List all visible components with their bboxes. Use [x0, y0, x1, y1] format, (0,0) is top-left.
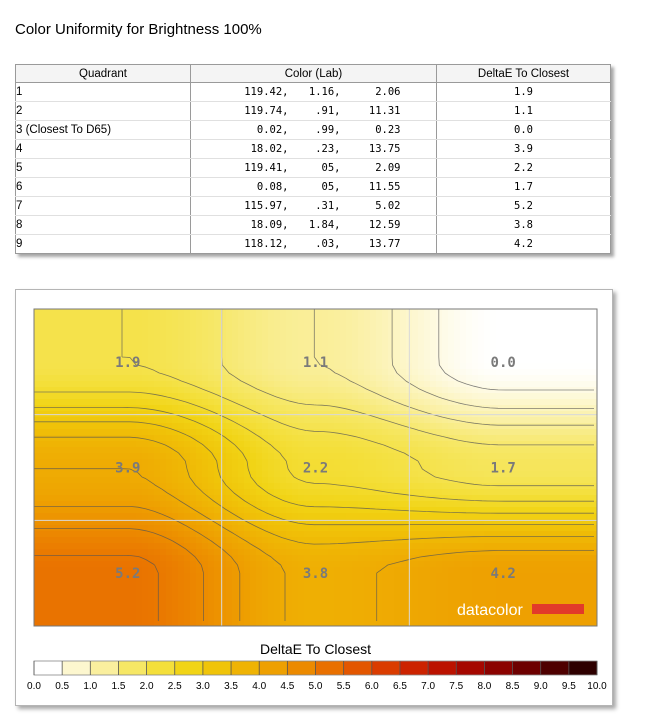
colorbar-tick-label: 8.0 — [477, 681, 492, 692]
colorbar-tick-label: 7.5 — [449, 681, 464, 692]
colorbar-segment — [428, 661, 456, 675]
lab-l-value: 119.41, — [244, 162, 289, 174]
table-row — [16, 140, 611, 159]
lab-a-value: 05, — [321, 162, 341, 174]
uniformity-heatmap — [16, 290, 612, 705]
deltae-cell: 3.8 — [437, 216, 611, 235]
cell-value-label: 3.9 — [115, 460, 141, 477]
colorbar-segment — [400, 661, 428, 675]
cell-value-label: 0.0 — [490, 354, 516, 371]
colorbar-tick-label: 1.5 — [111, 681, 126, 692]
table-row — [16, 197, 611, 216]
datacolor-watermark: datacolor — [457, 602, 523, 619]
colorbar-tick-label: 2.5 — [167, 681, 182, 692]
deltae-cell: 1.7 — [437, 178, 611, 197]
deltae-cell: 1.9 — [437, 83, 611, 102]
lab-cell — [191, 216, 437, 235]
colorbar-tick-label: 1.0 — [83, 681, 98, 692]
colorbar-segment — [118, 661, 146, 675]
colorbar-tick-label: 6.5 — [392, 681, 407, 692]
lab-a-value: .99, — [315, 124, 341, 136]
table-row — [16, 216, 611, 235]
lab-l-value: 0.02, — [256, 124, 289, 136]
colorbar-tick-label: 6.0 — [364, 681, 379, 692]
table-row — [16, 159, 611, 178]
quadrant-cell: 4 — [16, 140, 191, 159]
header-color-lab: Color (Lab) — [191, 65, 437, 83]
deltae-cell: 4.2 — [437, 235, 611, 254]
colorbar-tick-label: 3.5 — [224, 681, 239, 692]
header-quadrant: Quadrant — [16, 65, 191, 83]
colorbar-segment — [541, 661, 569, 675]
table-row — [16, 83, 611, 102]
lab-a-value: .31, — [315, 200, 341, 212]
colorbar-tick-label: 4.5 — [280, 681, 295, 692]
colorbar-tick-label: 3.0 — [195, 681, 210, 692]
lab-a-value: .03, — [315, 238, 341, 250]
lab-b-value: 12.59 — [368, 219, 401, 231]
colorbar-segment — [62, 661, 90, 675]
colorbar-tick-label: 0.5 — [55, 681, 70, 692]
deltae-cell: 5.2 — [437, 197, 611, 216]
colorbar-tick-label: 5.0 — [308, 681, 323, 692]
lab-l-value: 0.08, — [256, 181, 289, 193]
deltae-cell: 0.0 — [437, 121, 611, 140]
colorbar-segment — [259, 661, 287, 675]
lab-cell — [191, 121, 437, 140]
lab-a-value: .91, — [315, 105, 341, 117]
watermark-bar — [532, 604, 584, 614]
lab-b-value: 11.55 — [368, 181, 401, 193]
quadrant-cell: 3 (Closest To D65) — [16, 121, 191, 140]
lab-l-value: 115.97, — [244, 200, 289, 212]
colorbar-segment — [513, 661, 541, 675]
colorbar-segment — [344, 661, 372, 675]
lab-cell — [191, 159, 437, 178]
lab-b-value: 0.23 — [375, 124, 401, 136]
cell-value-label: 1.1 — [302, 354, 329, 371]
lab-a-value: 1.84, — [308, 219, 341, 231]
lab-a-value: 1.16, — [308, 86, 341, 98]
quadrant-cell: 5 — [16, 159, 191, 178]
colorbar-tick-label: 2.0 — [139, 681, 154, 692]
colorbar-segment — [147, 661, 175, 675]
colorbar-tick-label: 4.0 — [252, 681, 267, 692]
table-header-row — [16, 65, 611, 83]
lab-l-value: 119.42, — [244, 86, 289, 98]
lab-cell — [191, 235, 437, 254]
lab-b-value: 2.09 — [375, 162, 401, 174]
uniformity-heatmap-panel — [15, 289, 613, 706]
colorbar-segment — [316, 661, 344, 675]
colorbar-tick-label: 10.0 — [587, 681, 607, 692]
lab-cell — [191, 178, 437, 197]
colorbar-segment — [90, 661, 118, 675]
lab-l-value: 119.74, — [244, 105, 289, 117]
lab-a-value: .23, — [315, 143, 341, 155]
deltae-cell: 2.2 — [437, 159, 611, 178]
lab-b-value: 13.77 — [368, 238, 401, 250]
quadrant-cell: 6 — [16, 178, 191, 197]
lab-cell — [191, 140, 437, 159]
cell-value-label: 2.2 — [302, 460, 329, 477]
table-row — [16, 121, 611, 140]
quadrant-cell: 8 — [16, 216, 191, 235]
color-lab-table — [15, 64, 611, 254]
deltae-cell: 3.9 — [437, 140, 611, 159]
colorbar-segment — [34, 661, 62, 675]
page-title: Color Uniformity for Brightness 100% — [15, 21, 262, 38]
quadrant-cell: 7 — [16, 197, 191, 216]
lab-cell — [191, 102, 437, 121]
colorbar-tick-label: 5.5 — [336, 681, 351, 692]
lab-a-value: 05, — [321, 181, 341, 193]
table-row — [16, 235, 611, 254]
quadrant-cell: 2 — [16, 102, 191, 121]
lab-b-value: 5.02 — [375, 200, 401, 212]
lab-b-value: 11.31 — [368, 105, 401, 117]
colorbar-segment — [456, 661, 484, 675]
lab-l-value: 18.09, — [250, 219, 289, 231]
cell-value-label: 1.9 — [115, 354, 141, 371]
colorbar-segment — [231, 661, 259, 675]
lab-cell — [191, 197, 437, 216]
deltae-cell: 1.1 — [437, 102, 611, 121]
cell-value-label: 4.2 — [490, 566, 516, 583]
colorbar-tick-label: 9.0 — [533, 681, 548, 692]
colorbar-tick-label: 7.0 — [421, 681, 436, 692]
lab-l-value: 118.12, — [244, 238, 289, 250]
colorbar-segment — [287, 661, 315, 675]
lab-b-value: 2.06 — [375, 86, 401, 98]
cell-value-label: 1.7 — [490, 460, 516, 477]
cell-value-label: 5.2 — [115, 566, 141, 583]
colorbar-segment — [203, 661, 231, 675]
lab-l-value: 18.02, — [250, 143, 289, 155]
table-row — [16, 102, 611, 121]
lab-b-value: 13.75 — [368, 143, 401, 155]
quadrant-cell: 9 — [16, 235, 191, 254]
header-deltae: DeltaE To Closest — [437, 65, 611, 83]
colorbar-segment — [372, 661, 400, 675]
quadrant-cell: 1 — [16, 83, 191, 102]
cell-value-label: 3.8 — [302, 566, 329, 583]
table-row — [16, 178, 611, 197]
colorbar-segment — [175, 661, 203, 675]
colorbar-tick-label: 0.0 — [27, 681, 41, 692]
lab-cell — [191, 83, 437, 102]
colorbar-tick-label: 8.5 — [505, 681, 520, 692]
colorbar-tick-label: 9.5 — [561, 681, 576, 692]
colorbar-segment — [484, 661, 512, 675]
colorbar-title: DeltaE To Closest — [259, 641, 372, 657]
colorbar-segment — [569, 661, 597, 675]
